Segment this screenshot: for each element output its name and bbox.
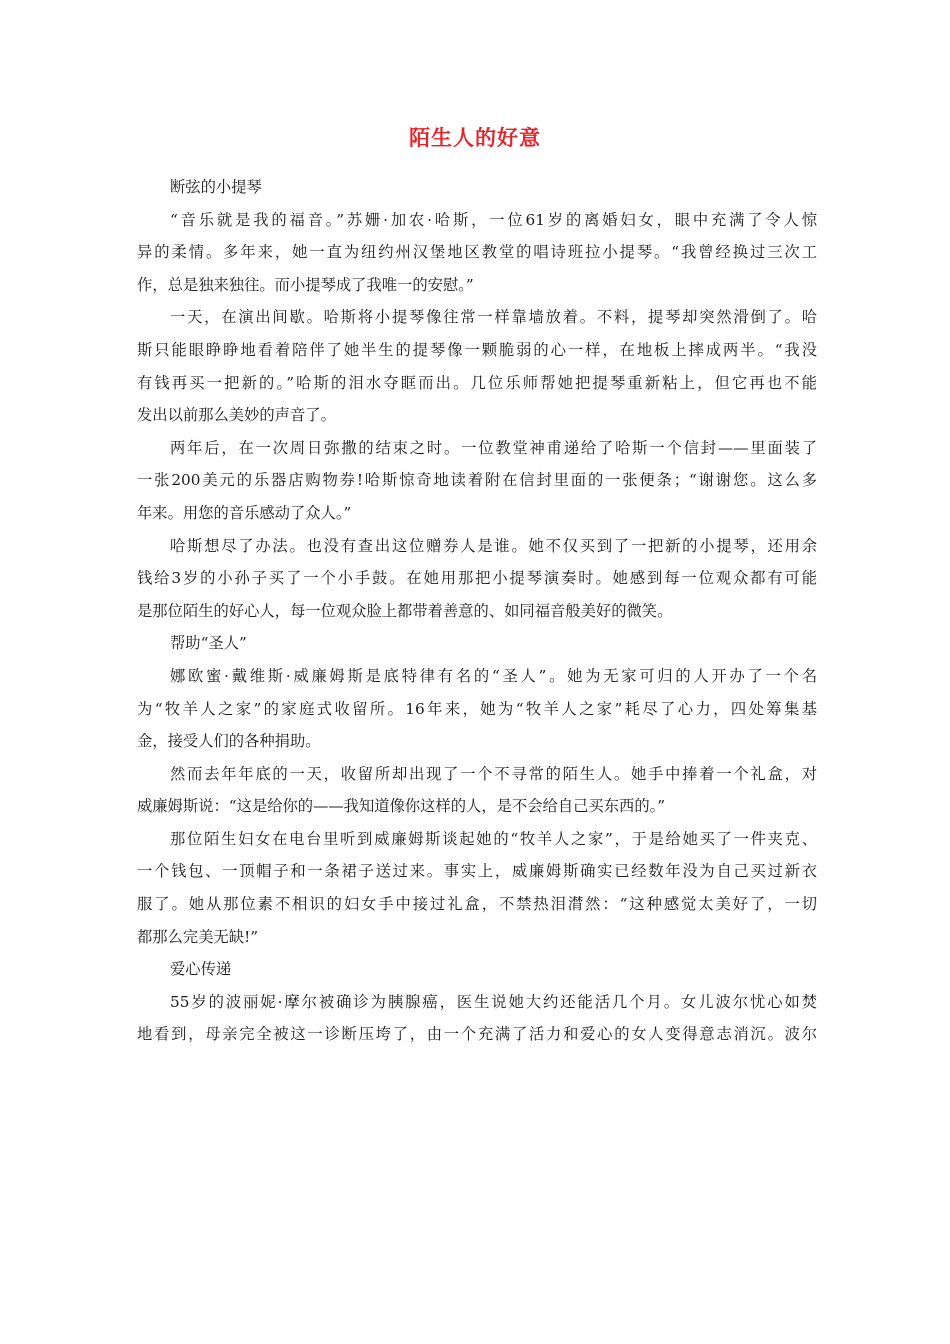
text-line: 55岁的波丽妮·摩尔被确诊为胰腺癌，医生说她大约还能活几个月。女儿波尔忧心如焚	[170, 992, 817, 1011]
text-line: 为“牧羊人之家”的家庭式收留所。16年来，她为“牧羊人之家”耗尽了心力，四处筹集基	[137, 699, 817, 718]
text-line: 服了。她从那位素不相识的妇女手中接过礼盒，不禁热泪潸然：“这种感觉太美好了，一切	[137, 895, 817, 914]
text-line: 然而去年年底的一天，收留所却出现了一个不寻常的陌生人。她手中捧着一个礼盒，对	[170, 764, 817, 783]
text-line: 两年后，在一次周日弥撒的结束之时。一位教堂神甫递给了哈斯一个信封——里面装了	[170, 438, 817, 457]
text-line: 异的柔情。多年来，她一直为纽约州汉堡地区教堂的唱诗班拉小提琴。“我曾经换过三次工	[137, 243, 817, 262]
text-line: 钱给3岁的小孙子买了一个小手鼓。在她用那把小提琴演奏时。她感到每一位观众都有可能	[137, 569, 817, 588]
text-line: 都那么完美无缺!”	[137, 927, 259, 946]
text-line: 娜欧蜜·戴维斯·威廉姆斯是底特律有名的“圣人”。她为无家可归的人开办了一个名	[170, 666, 817, 685]
text-line: 帮助“圣人”	[170, 634, 247, 653]
text-line: 一个钱包、一顶帽子和一条裙子送过来。事实上，威廉姆斯确实已经数年没为自己买过新衣	[137, 862, 817, 881]
text-line: 一天，在演出间歇。哈斯将小提琴像往常一样靠墙放着。不料，提琴却突然滑倒了。哈	[170, 308, 817, 327]
text-line: 一张200美元的乐器店购物券!哈斯惊奇地读着附在信封里面的一张便条；“谢谢您。这么多	[137, 471, 817, 490]
text-line: 威廉姆斯说：“这是给你的——我知道像你这样的人，是不会给自己买东西的。”	[137, 797, 666, 816]
text-line: 作，总是独来独往。而小提琴成了我唯一的安慰。”	[137, 275, 474, 294]
text-line: 金，接受人们的各种捐助。	[137, 732, 321, 751]
text-line: 爱心传递	[170, 960, 232, 979]
text-line: 地看到，母亲完全被这一诊断压垮了，由一个充满了活力和爱心的女人变得意志消沉。波尔	[137, 1025, 817, 1044]
text-line: “音乐就是我的福音。”苏姗·加农·哈斯，一位61岁的离婚妇女，眼中充满了令人惊	[170, 210, 817, 229]
document-body	[137, 173, 817, 1053]
document-title: 陌生人的好意	[409, 125, 541, 150]
text-line: 年来。用您的音乐感动了众人。”	[137, 503, 352, 522]
text-line: 发出以前那么美妙的声音了。	[137, 406, 336, 425]
text-line: 斯只能眼睁睁地看着陪伴了她半生的提琴像一颗脆弱的心一样，在地板上摔成两半。“我没	[137, 340, 817, 359]
text-line: 是那位陌生的好心人，每一位观众脸上都带着善意的、如同福音般美好的微笑。	[137, 601, 673, 620]
text-line: 有钱再买一把新的。”哈斯的泪水夺眶而出。几位乐师帮她把提琴重新粘上，但它再也不能	[137, 373, 817, 392]
text-line: 哈斯想尽了办法。也没有查出这位赠券人是谁。她不仅买到了一把新的小提琴，还用余	[170, 536, 817, 555]
text-line: 断弦的小提琴	[170, 178, 262, 196]
text-line: 那位陌生妇女在电台里听到威廉姆斯谈起她的“牧羊人之家”，于是给她买了一件夹克、	[170, 829, 817, 848]
